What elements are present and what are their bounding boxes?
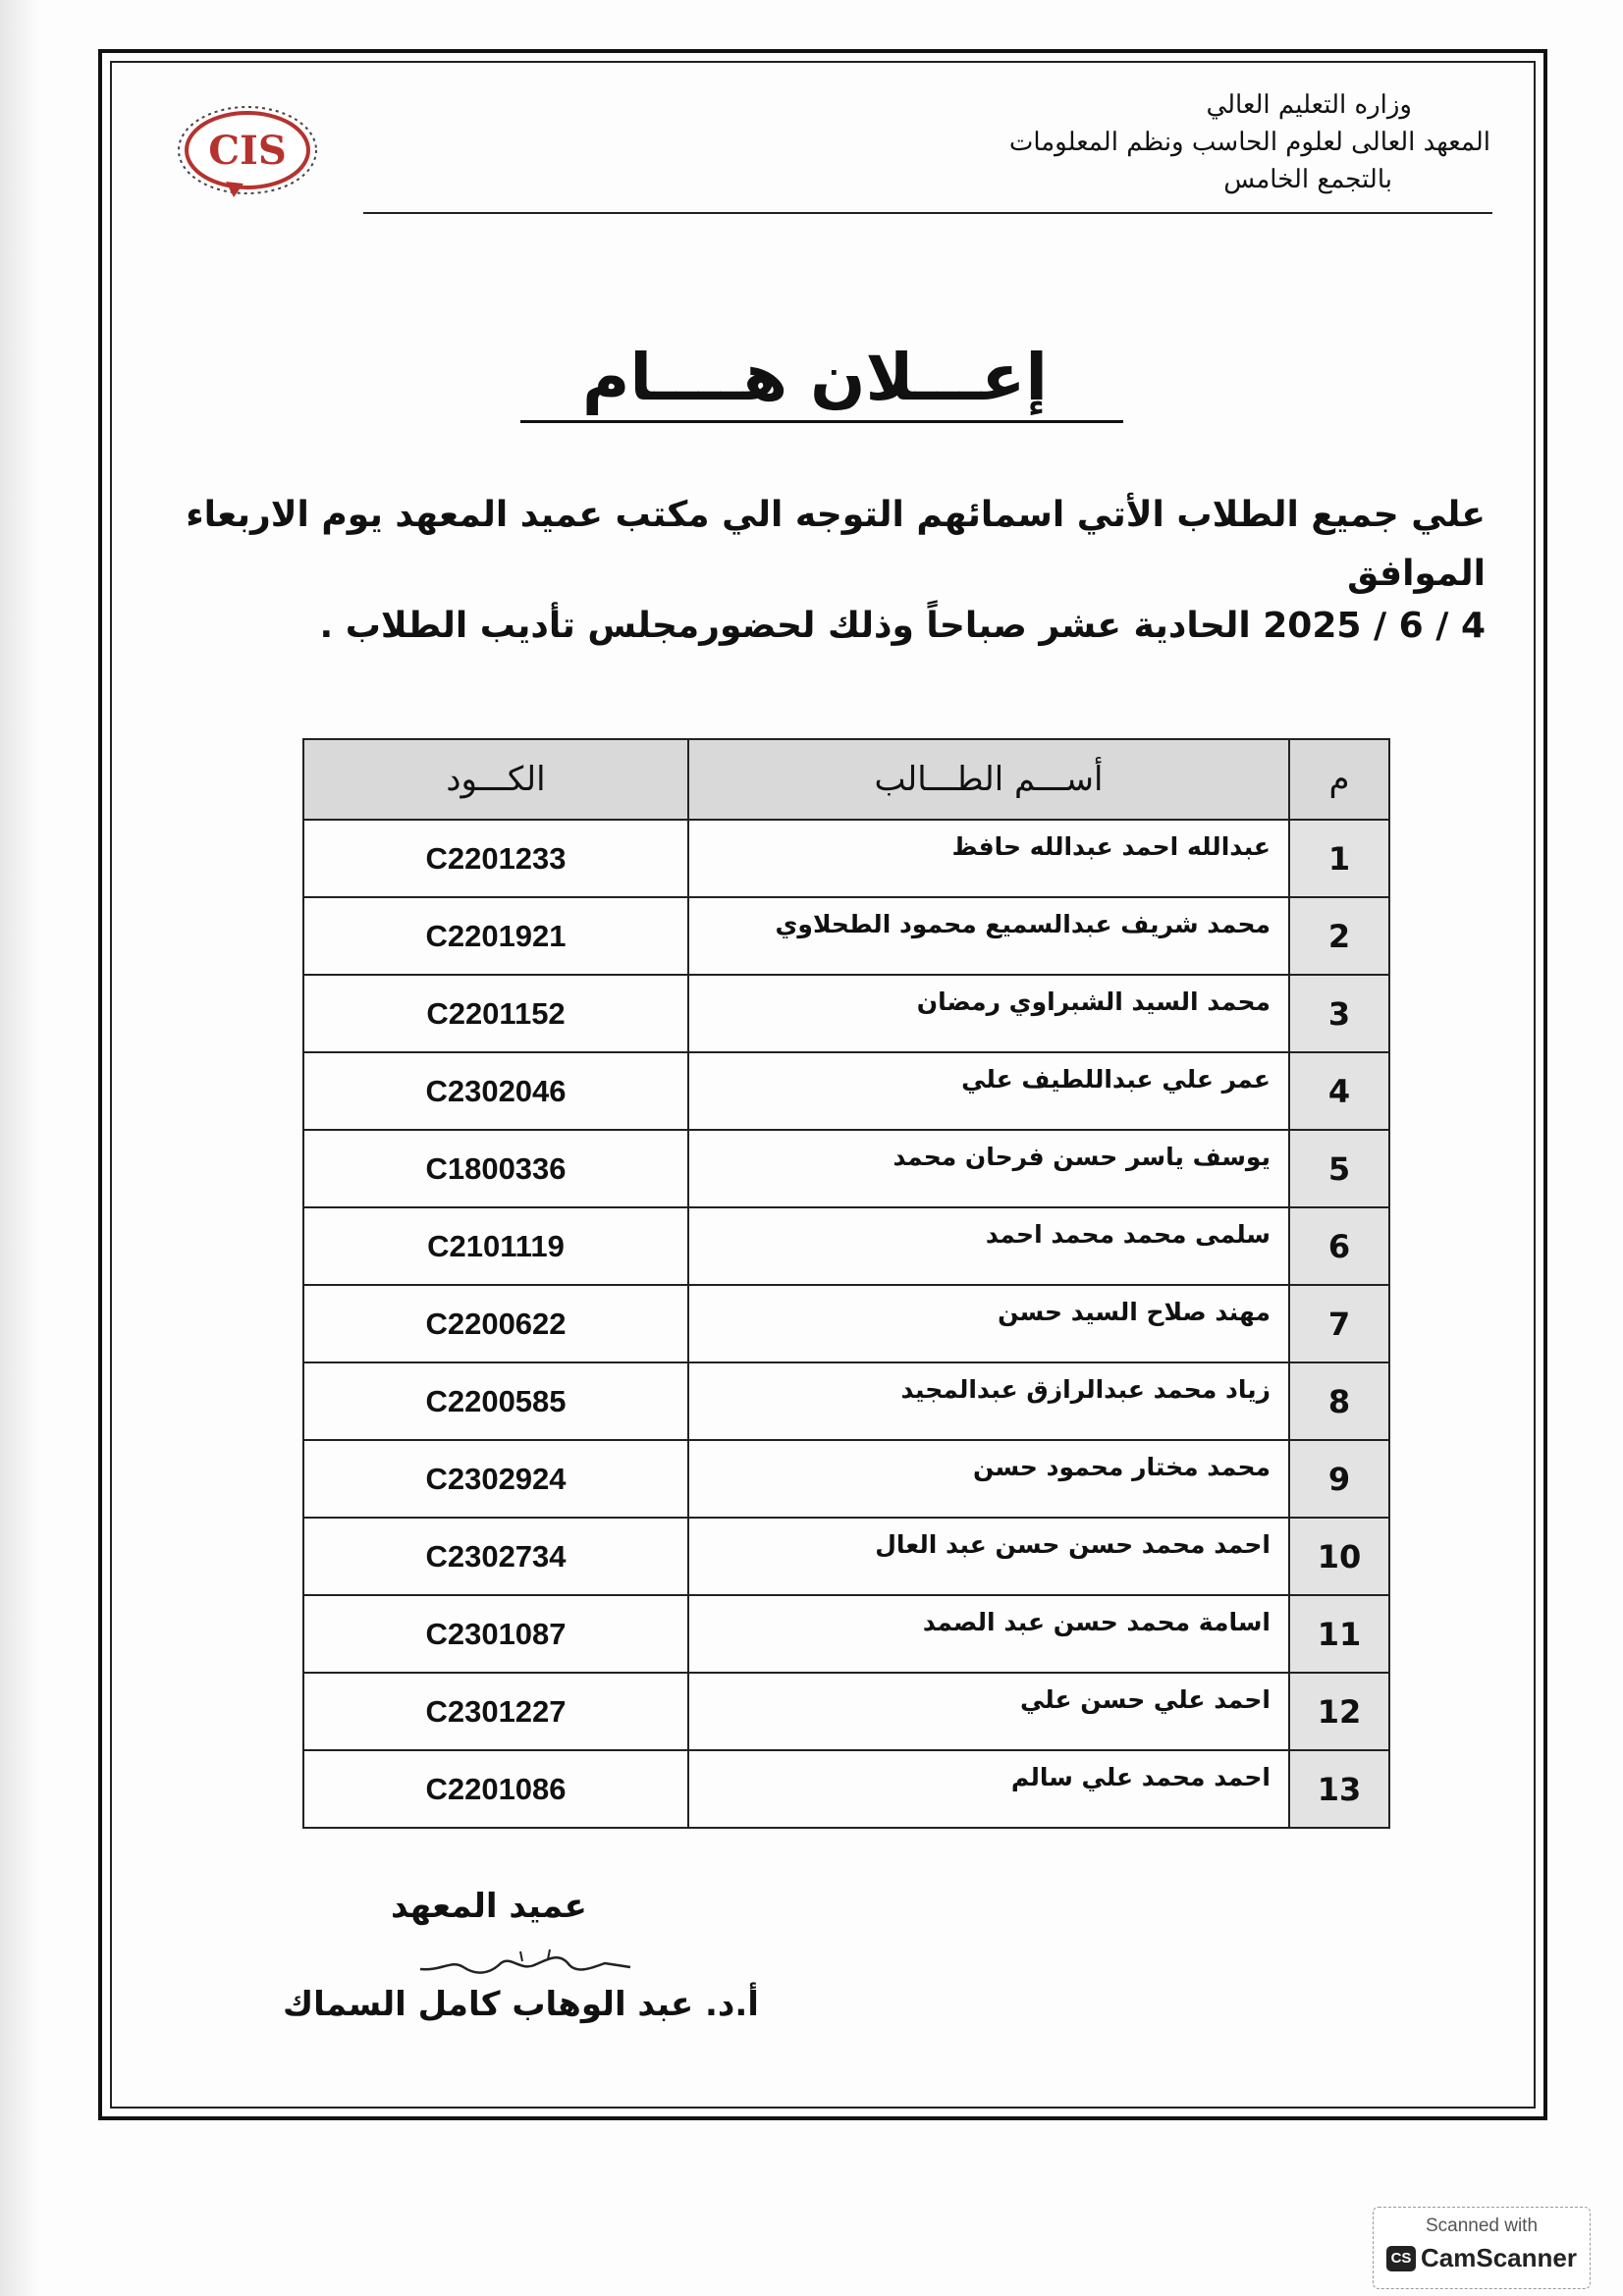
scan-edge-shadow — [0, 0, 39, 2296]
students-table — [302, 738, 1390, 1829]
table-row — [303, 1750, 1389, 1828]
table-row — [303, 1518, 1389, 1595]
table-header-row — [303, 739, 1389, 820]
student-code: C2200585 — [303, 1362, 688, 1440]
row-number: 2 — [1289, 897, 1389, 975]
table-row — [303, 975, 1389, 1052]
student-code: C2201921 — [303, 897, 688, 975]
student-code: C2201152 — [303, 975, 688, 1052]
student-name: عبدالله احمد عبدالله حافظ — [688, 820, 1289, 897]
table-row — [303, 1673, 1389, 1750]
student-name: مهند صلاح السيد حسن — [688, 1285, 1289, 1362]
student-code: C1800336 — [303, 1130, 688, 1207]
student-name: احمد علي حسن علي — [688, 1673, 1289, 1750]
camscanner-brand: CamScanner — [1421, 2243, 1577, 2272]
title-underline — [520, 420, 1123, 423]
handwritten-signature — [412, 1942, 638, 1981]
cis-logo-icon — [175, 103, 320, 201]
student-code: C2302734 — [303, 1518, 688, 1595]
table-row — [303, 1207, 1389, 1285]
scanned-with-label: Scanned with — [1425, 2216, 1539, 2236]
student-code: C2201233 — [303, 820, 688, 897]
student-code: C2301087 — [303, 1595, 688, 1673]
institute-location: بالتجمع الخامس — [1223, 165, 1392, 194]
header-num: م — [1289, 739, 1389, 820]
student-code: C2101119 — [303, 1207, 688, 1285]
student-name: اسامة محمد حسن عبد الصمد — [688, 1595, 1289, 1673]
signature-title: عميد المعهد — [391, 1887, 587, 1926]
header-divider — [363, 212, 1492, 214]
table-row — [303, 1052, 1389, 1130]
table-body — [303, 820, 1389, 1828]
table-row — [303, 1362, 1389, 1440]
student-name: احمد محمد حسن حسن عبد العال — [688, 1518, 1289, 1595]
table-row — [303, 1285, 1389, 1362]
student-name: عمر علي عبداللطيف علي — [688, 1052, 1289, 1130]
student-code: C2301227 — [303, 1673, 688, 1750]
table-row — [303, 1440, 1389, 1518]
row-number: 8 — [1289, 1362, 1389, 1440]
row-number: 5 — [1289, 1130, 1389, 1207]
student-name: احمد محمد علي سالم — [688, 1750, 1289, 1828]
announcement-line-1: علي جميع الطلاب الأتي اسمائهم التوجه الي مكتب عميد المعهد يوم الاربعاء الموافق — [186, 495, 1486, 594]
row-number: 13 — [1289, 1750, 1389, 1828]
institute-name: المعهد العالى لعلوم الحاسب ونظم المعلومات — [1008, 128, 1490, 157]
row-number: 7 — [1289, 1285, 1389, 1362]
table-row — [303, 1130, 1389, 1207]
student-name: زياد محمد عبدالرازق عبدالمجيد — [688, 1362, 1289, 1440]
student-name: يوسف ياسر حسن فرحان محمد — [688, 1130, 1289, 1207]
student-code: C2201086 — [303, 1750, 688, 1828]
letterhead — [803, 86, 1490, 198]
row-number: 9 — [1289, 1440, 1389, 1518]
header-code: الكـــود — [303, 739, 688, 820]
table-row — [303, 897, 1389, 975]
student-code: C2302046 — [303, 1052, 688, 1130]
camscanner-icon: CS — [1386, 2246, 1416, 2271]
announcement-title: إعـــلان هــــام — [582, 340, 1048, 415]
header-name: أســـم الطـــالب — [688, 739, 1289, 820]
table-row — [303, 820, 1389, 897]
student-code: C2302924 — [303, 1440, 688, 1518]
ministry-name: وزاره التعليم العالي — [1206, 90, 1412, 120]
svg-text:CIS: CIS — [208, 128, 287, 174]
row-number: 10 — [1289, 1518, 1389, 1595]
student-name: محمد شريف عبدالسميع محمود الطحلاوي — [688, 897, 1289, 975]
student-name: محمد مختار محمود حسن — [688, 1440, 1289, 1518]
row-number: 3 — [1289, 975, 1389, 1052]
row-number: 1 — [1289, 820, 1389, 897]
student-code: C2200622 — [303, 1285, 688, 1362]
dean-name: أ.د. عبد الوهاب كامل السماك — [283, 1985, 759, 2024]
row-number: 6 — [1289, 1207, 1389, 1285]
student-name: سلمى محمد محمد احمد — [688, 1207, 1289, 1285]
announcement-line-2: 4 / 6 / 2025 الحادية عشر صباحاً وذلك لحضورمجلس تأديب الطلاب . — [319, 606, 1486, 646]
student-name: محمد السيد الشبراوي رمضان — [688, 975, 1289, 1052]
row-number: 12 — [1289, 1673, 1389, 1750]
row-number: 4 — [1289, 1052, 1389, 1130]
camscanner-watermark — [1373, 2207, 1591, 2289]
row-number: 11 — [1289, 1595, 1389, 1673]
table-row — [303, 1595, 1389, 1673]
